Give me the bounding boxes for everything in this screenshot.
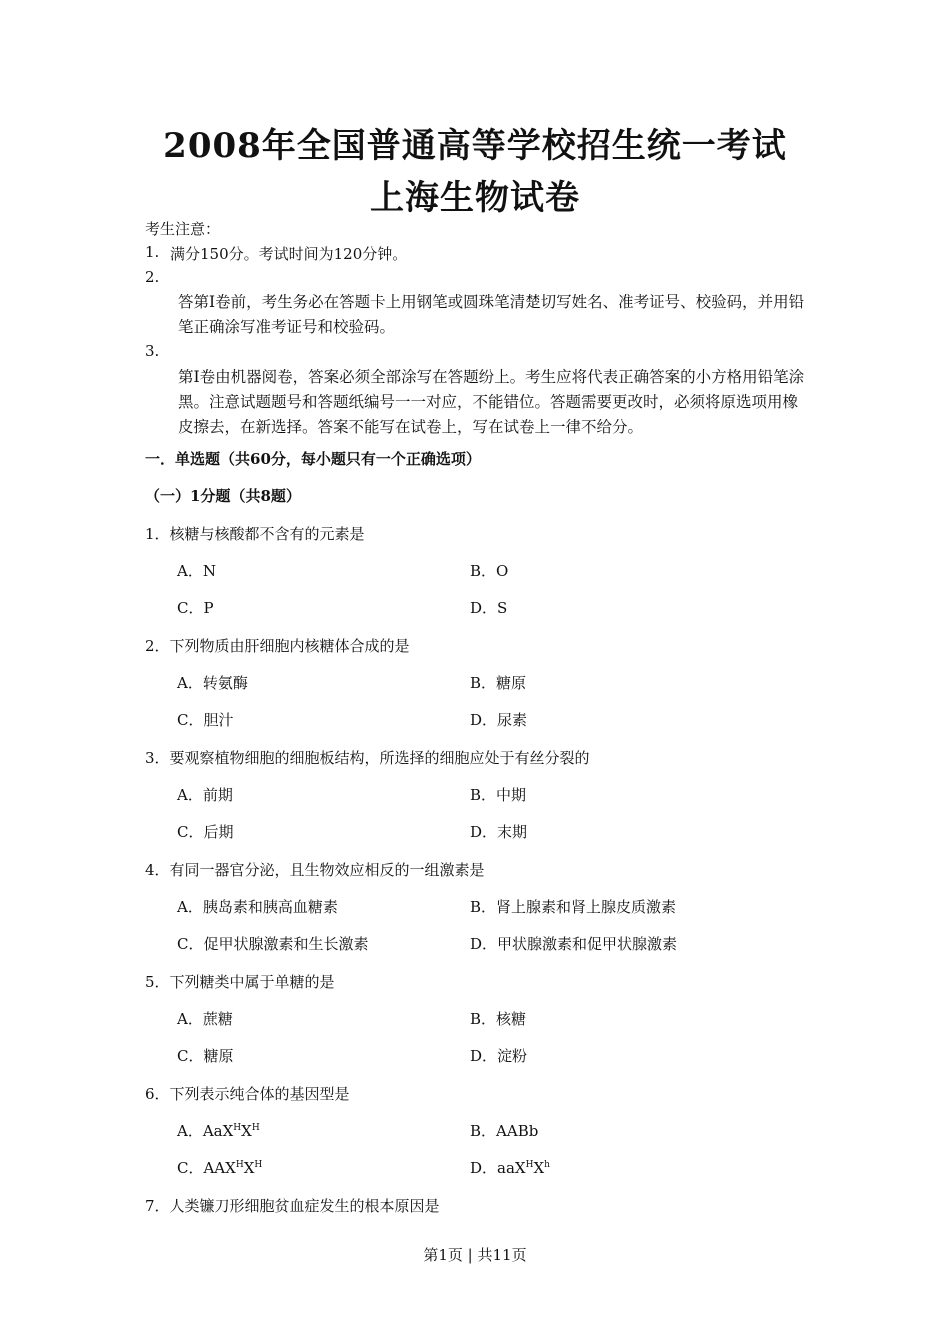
question-6-stem: 6．下列表示纯合体的基因型是 — [145, 1085, 350, 1103]
notice-item-3-text: 第Ⅰ卷由机器阅卷，答案必须全部涂写在答题纷上。考生应将代表正确答案的小方格用铅笔涂黑。注意试题题号和答题纸编号一一对应，不能错位。答题需要更改时，必须将原选项用橡皮擦去，在新选择。答案不能写在试卷上，写在试卷上一律不给分。 — [178, 368, 805, 436]
question-2-option-c: C．胆汁 — [177, 711, 234, 729]
question-5-option-a: A．蔗糖 — [177, 1010, 233, 1028]
section-heading: 一．单选题（共60分，每小题只有一个正确选项） — [145, 450, 481, 468]
question-7-stem: 7．人类镰刀形细胞贫血症发生的根本原因是 — [145, 1197, 440, 1215]
question-3-option-b: B．中期 — [470, 786, 527, 804]
question-5-option-c: C．糖原 — [177, 1047, 234, 1065]
question-6-option-a-sup2: H — [251, 1123, 260, 1133]
question-6-option-a-sup1: H — [233, 1123, 242, 1133]
question-1-stem: 1．核糖与核酸都不含有的元素是 — [145, 525, 365, 543]
question-1-option-b: B．O — [470, 562, 509, 580]
question-1-option-c: C．P — [177, 599, 214, 617]
question-6-option-a — [177, 1120, 260, 1141]
notice-heading: 考生注意： — [145, 220, 221, 238]
notice-item-3-number: 3. — [145, 342, 160, 360]
notice-item-1-text: 满分150分。考试时间为120分钟。 — [170, 245, 408, 263]
subsection-heading: （一）1分题（共8题） — [145, 487, 301, 505]
question-3-stem: 3．要观察植物细胞的细胞板结构，所选择的细胞应处于有丝分裂的 — [145, 749, 590, 767]
question-6-option-c-sup2: H — [254, 1160, 263, 1170]
question-6-option-c-mid: X — [243, 1159, 255, 1177]
question-6-option-a-prefix: A．AaX — [177, 1122, 234, 1140]
question-1-option-a: A．N — [177, 562, 216, 580]
question-6-option-a-mid: X — [241, 1122, 252, 1140]
question-4-option-a: A．胰岛素和胰高血糖素 — [177, 898, 338, 916]
question-2-option-a: A．转氨酶 — [177, 674, 248, 692]
question-6-option-d-mid: X — [533, 1159, 545, 1177]
question-6-option-b: B．AABb — [470, 1122, 539, 1140]
question-4-option-c: C．促甲状腺激素和生长激素 — [177, 935, 369, 953]
exam-title: 2008年全国普通高等学校招生统一考试 — [163, 126, 787, 166]
notice-item-2-text: 答第Ⅰ卷前，考生务必在答题卡上用钢笔或圆珠笔清楚切写姓名、准考证号、校验码，并用铅笔正确涂写准考证号和校验码。 — [178, 293, 805, 336]
question-3-option-c: C．后期 — [177, 823, 234, 841]
page-footer: 第1页 | 共11页 — [423, 1246, 527, 1264]
question-6-option-d-sup1: H — [525, 1160, 534, 1170]
question-6-option-d-prefix: D．aaX — [470, 1159, 526, 1177]
question-4-stem: 4．有同一器官分泌，且生物效应相反的一组激素是 — [145, 861, 485, 879]
question-6-option-d — [470, 1157, 550, 1178]
notice-item-1-number: 1. — [145, 243, 160, 261]
question-2-option-b: B．糖原 — [470, 674, 527, 692]
question-6-option-d-sup2: h — [544, 1160, 550, 1170]
question-5-option-d: D．淀粉 — [470, 1047, 528, 1065]
question-5-stem: 5．下列糖类中属于单糖的是 — [145, 973, 335, 991]
question-3-option-a: A．前期 — [177, 786, 233, 804]
question-6-option-c-prefix: C．AAX — [177, 1159, 236, 1177]
question-1-option-d: D．S — [470, 599, 508, 617]
notice-item-2-number: 2. — [145, 268, 160, 286]
question-2-option-d: D．尿素 — [470, 711, 528, 729]
question-4-option-d: D．甲状腺激素和促甲状腺激素 — [470, 935, 678, 953]
question-4-option-b: B．肾上腺素和肾上腺皮质激素 — [470, 898, 677, 916]
question-5-option-b: B．核糖 — [470, 1010, 527, 1028]
question-3-option-d: D．末期 — [470, 823, 528, 841]
question-6-option-c-sup1: H — [235, 1160, 244, 1170]
question-6-option-c — [177, 1157, 262, 1178]
question-2-stem: 2．下列物质由肝细胞内核糖体合成的是 — [145, 637, 410, 655]
exam-subtitle: 上海生物试卷 — [370, 178, 580, 218]
